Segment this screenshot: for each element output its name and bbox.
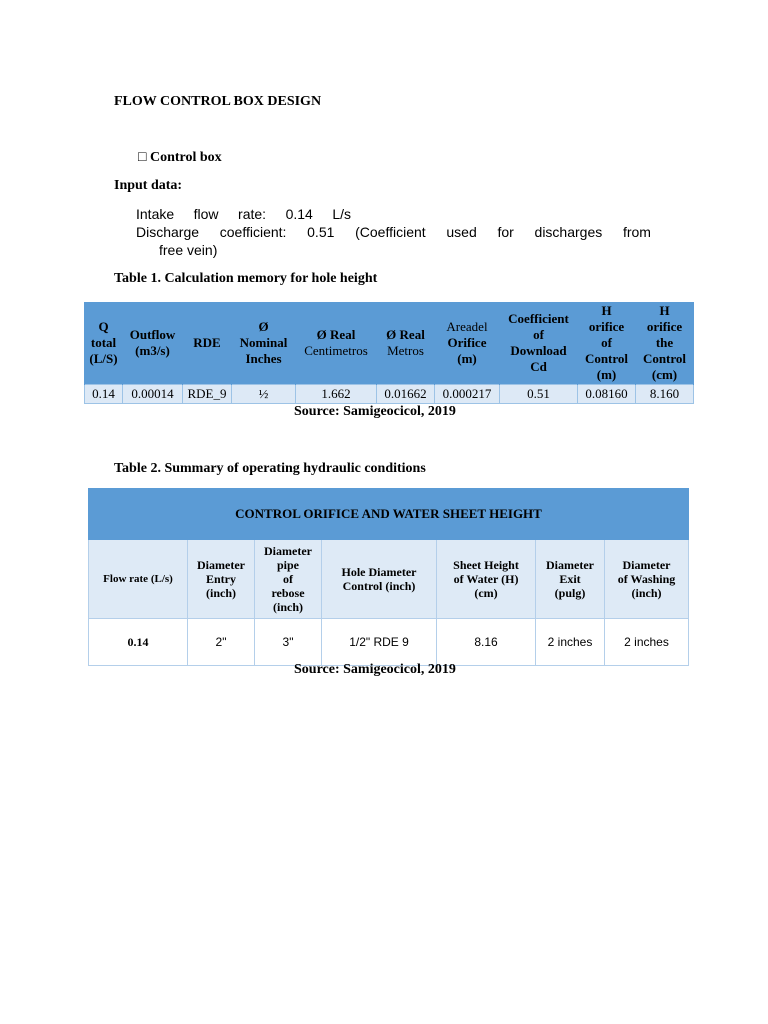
header-q-total: Q total (L/S) [85, 302, 123, 385]
header-flow-rate: Flow rate (L/s) [89, 540, 188, 619]
cell-diameter-entry: 2" [188, 619, 255, 666]
table2-header-row [89, 540, 689, 619]
header-h-orifice-m: H orifice of Control (m) [578, 302, 636, 385]
header-diameter-exit: Diameter Exit (pulg) [536, 540, 605, 619]
header-h-orifice-cm: H orifice the Control (cm) [636, 302, 694, 385]
cell-hole-diameter: 1/2" RDE 9 [322, 619, 437, 666]
cell-real-cm: 1.662 [296, 385, 377, 404]
discharge-continuation: free vein) [159, 242, 218, 258]
cell-rde: RDE_9 [183, 385, 232, 404]
input-data-label: Input data: [114, 178, 183, 193]
header-diameter-entry: Diameter Entry (inch) [188, 540, 255, 619]
text-word: used [446, 224, 477, 240]
text-word: (Coefficient [355, 224, 426, 240]
cell-q-total: 0.14 [85, 385, 123, 404]
cell-diameter-washing: 2 inches [605, 619, 689, 666]
cell-nominal: ½ [232, 385, 296, 404]
header-diameter-rebose: Diameter pipe of rebose (inch) [255, 540, 322, 619]
header-real-cm: Ø Real Centimetros [296, 302, 377, 385]
table1-data-row [85, 385, 694, 404]
header-sheet-height: Sheet Height of Water (H) (cm) [437, 540, 536, 619]
text-word: Intake [136, 206, 175, 222]
table1-caption: Table 1. Calculation memory for hole height [114, 271, 378, 286]
intake-flow-line [136, 206, 351, 222]
table2-hydraulic-summary [88, 488, 689, 666]
cell-outflow: 0.00014 [123, 385, 183, 404]
text-word: coefficient: [219, 224, 287, 240]
table2-caption: Table 2. Summary of operating hydraulic conditions [114, 461, 426, 476]
cell-diameter-exit: 2 inches [536, 619, 605, 666]
header-real-m: Ø Real Metros [377, 302, 435, 385]
header-nominal-inches: Ø Nominal Inches [232, 302, 296, 385]
text-word: rate: [238, 206, 267, 222]
text-word: from [622, 224, 651, 240]
cell-flow-rate: 0.14 [89, 619, 188, 666]
table2-title: CONTROL ORIFICE AND WATER SHEET HEIGHT [89, 489, 689, 540]
cell-sheet-height: 8.16 [437, 619, 536, 666]
text-word: for [497, 224, 514, 240]
header-outflow: Outflow (m3/s) [123, 302, 183, 385]
header-diameter-washing: Diameter of Washing (inch) [605, 540, 689, 619]
text-word: flow [193, 206, 219, 222]
page-title: FLOW CONTROL BOX DESIGN [114, 94, 322, 109]
intake-value: 0.14 [285, 206, 313, 222]
table1-calculation-memory [84, 302, 694, 404]
table1-source: Source: Samigeocicol, 2019 [294, 404, 456, 419]
header-area-orifice: Areadel Orifice (m) [435, 302, 500, 385]
header-hole-diameter: Hole Diameter Control (inch) [322, 540, 437, 619]
table1-header-row [85, 302, 694, 385]
cell-diameter-rebose: 3" [255, 619, 322, 666]
table2-source: Source: Samigeocicol, 2019 [294, 662, 456, 677]
section-heading-control-box: □ Control box [138, 150, 222, 165]
cell-h-m: 0.08160 [578, 385, 636, 404]
table2-data-row [89, 619, 689, 666]
discharge-coefficient-line [136, 224, 651, 240]
cell-coefficient: 0.51 [500, 385, 578, 404]
cell-area: 0.000217 [435, 385, 500, 404]
text-word: Discharge [136, 224, 200, 240]
cell-h-cm: 8.160 [636, 385, 694, 404]
intake-unit: L/s [332, 206, 351, 222]
text-word: discharges [534, 224, 603, 240]
header-coefficient: Coefficient of Download Cd [500, 302, 578, 385]
header-rde: RDE [183, 302, 232, 385]
cell-real-m: 0.01662 [377, 385, 435, 404]
discharge-value: 0.51 [307, 224, 335, 240]
